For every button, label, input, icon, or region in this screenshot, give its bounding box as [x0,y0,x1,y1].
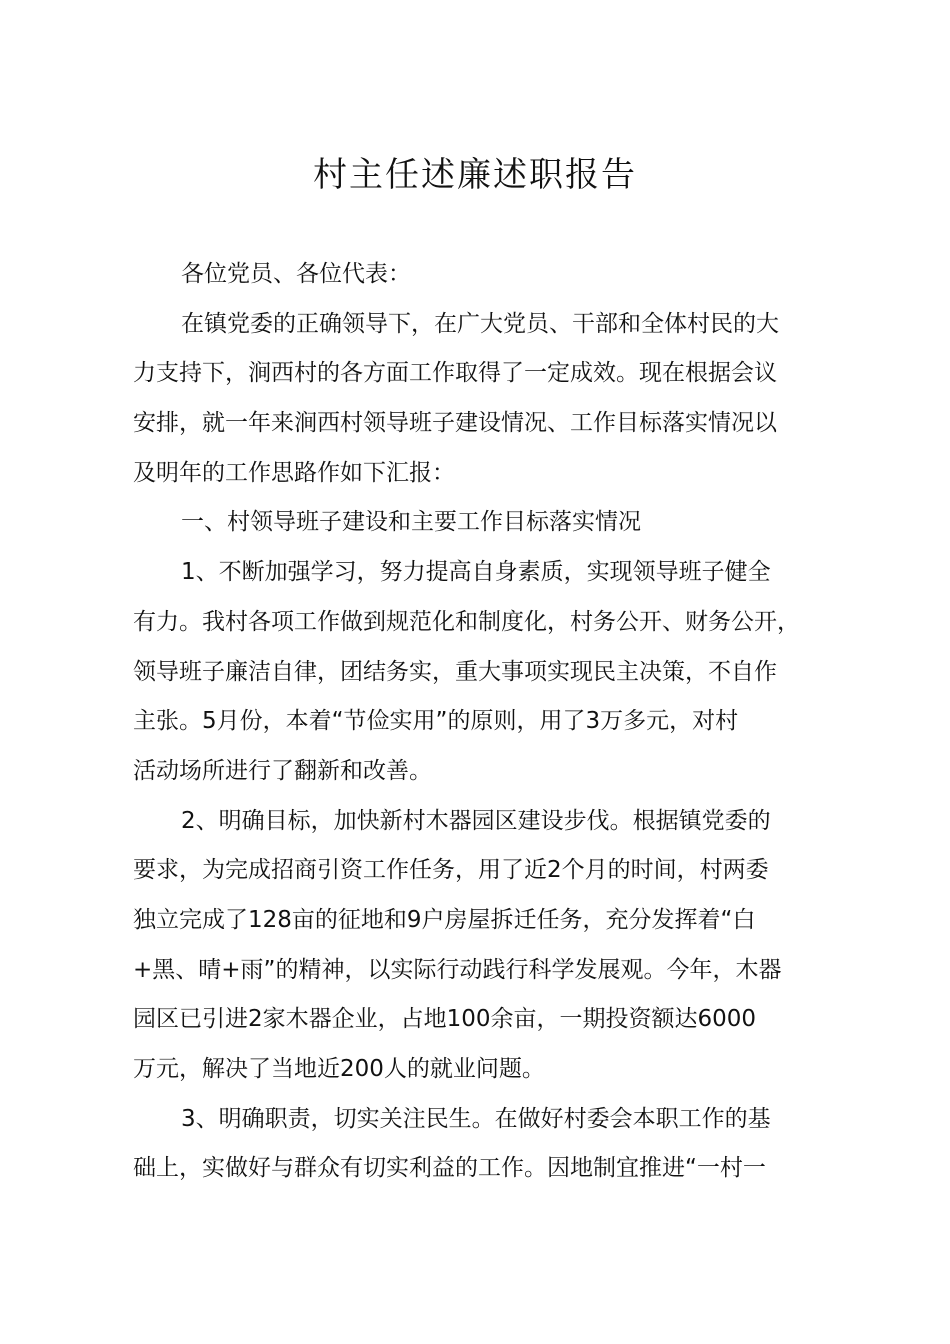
document-body [133,250,833,1194]
body-line: 力支持下，涧西村的各方面工作取得了一定成效。现在根据会议 [133,360,777,387]
document-title: 村主任述廉述职报告 [313,155,637,195]
body-line: 及明年的工作思路作如下汇报： [133,459,455,486]
body-line: 万元，解决了当地近200人的就业问题。 [133,1056,545,1082]
body-line: 各位党员、各位代表： [181,261,411,287]
body-line: 领导班子廉洁自律，团结务实，重大事项实现民主决策，不自作 [133,658,777,685]
body-line: 有力。我村各项工作做到规范化和制度化，村务公开、财务公开， [133,608,800,635]
body-line: 园区已引进2家木器企业，占地100余亩，一期投资额达6000 [133,1006,757,1033]
body-line: 独立完成了128亩的征地和9户房屋拆迁任务，充分发挥着“白 [133,906,756,933]
body-line: 要求，为完成招商引资工作任务，用了近2个月的时间，村两委 [133,857,769,884]
body-line: 安排，就一年来涧西村领导班子建设情况、工作目标落实情况以 [133,410,777,437]
body-line: 1、不断加强学习，努力提高自身素质，实现领导班子健全 [181,559,771,586]
section-heading: 一、村领导班子建设和主要工作目标落实情况 [181,509,641,536]
body-line: 活动场所进行了翻新和改善。 [133,757,432,784]
body-line: 3、明确职责，切实关注民生。在做好村委会本职工作的基 [181,1105,771,1132]
body-line: 在镇党委的正确领导下，在广大党员、干部和全体村民的大 [181,310,779,337]
body-line: 2、明确目标，加快新村木器园区建设步伐。根据镇党委的 [181,807,771,834]
body-line: +黑、晴+雨”的精神，以实际行动践行科学发展观。今年，木器 [133,956,782,983]
body-line: 主张。5月份，本着“节俭实用”的原则，用了3万多元，对村 [133,708,739,735]
body-line: 础上，实做好与群众有切实利益的工作。因地制宜推进“一村一 [133,1155,766,1182]
